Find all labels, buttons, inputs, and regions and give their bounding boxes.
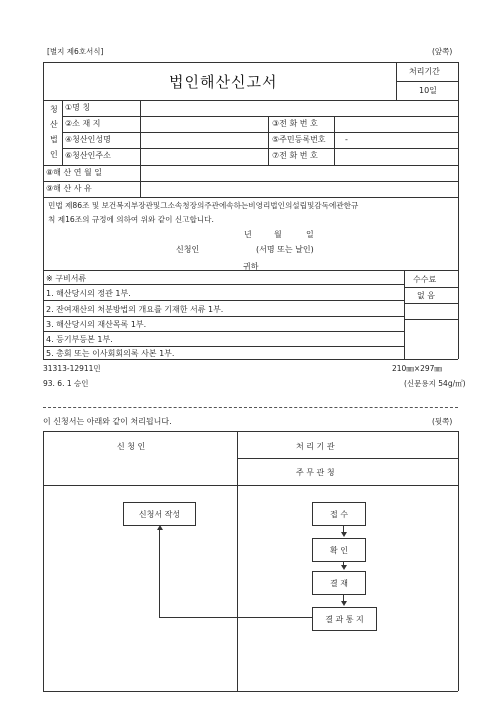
corp-label-2: 산 — [50, 120, 58, 129]
date-day: 일 — [306, 230, 314, 239]
corp-label-3: 법 — [50, 135, 58, 144]
addressee-label: 귀하 — [243, 262, 259, 271]
field-phone-label: ③전 화 번 호 — [272, 119, 318, 128]
declaration-line-2: 칙 제16조의 규정에 의하여 위와 같이 신고합니다. — [48, 215, 214, 224]
field-liquidator-address-label: ⑥청산인주소 — [65, 151, 111, 160]
paper-size: 210㎜×297㎜ — [392, 364, 442, 373]
resident-number-dash: - — [345, 135, 348, 144]
field-dissolution-reason-label: ⑨해 산 사 유 — [46, 184, 92, 193]
processing-period-label: 처리기간 — [409, 67, 440, 76]
flow-connector-1 — [343, 525, 344, 532]
step-write-application — [123, 502, 196, 526]
corp-label-1: 청 — [50, 105, 58, 114]
process-intro: 이 신청서는 아래와 같이 처리됩니다. — [43, 417, 172, 426]
date-month: 월 — [274, 230, 282, 239]
declaration-line-1: 민법 제86조 및 보건복지부장관및그소속청장의주관에속하는비영리법인의설립및감독에관한규 — [48, 201, 359, 210]
flow-connector-3 — [343, 594, 344, 601]
column-processing-agency: 처 리 기 관 — [296, 442, 335, 451]
arrow-down-icon — [341, 565, 347, 570]
field-dissolution-date-label: ⑧해 산 연 월 일 — [46, 168, 102, 177]
corp-label-4: 인 — [50, 150, 58, 159]
form-code: 31313-12911민 — [43, 364, 101, 373]
step-verification — [312, 538, 366, 562]
required-doc-2: 2. 잔여재산의 처분방법의 개요를 기재한 서류 1부. — [46, 305, 224, 314]
date-year: 년 — [244, 230, 252, 239]
approval-date: 93. 6. 1 승인 — [43, 379, 89, 388]
field-liquidator-phone-label: ⑦전 화 번 호 — [272, 151, 318, 160]
step-result-notice-label: 결 과 통 지 — [325, 614, 364, 624]
field-resident-number-label: ⑤주민등록번호 — [272, 135, 326, 144]
cut-line — [43, 407, 458, 408]
required-doc-3: 3. 해산당시의 재산목록 1부. — [46, 320, 147, 329]
arrow-up-icon — [157, 525, 163, 530]
form-number: [별지 제6호서식] — [47, 47, 104, 56]
column-supervising-agency: 주 무 관 청 — [296, 468, 335, 477]
step-approval — [312, 571, 366, 595]
step-receipt-label: 접 수 — [330, 509, 348, 519]
page-side-label: (앞쪽) — [432, 47, 453, 56]
back-side-label: (뒷쪽) — [432, 417, 453, 426]
paper-spec: (신문용지 54g/㎡) — [404, 379, 466, 388]
step-approval-label: 결 재 — [330, 578, 348, 588]
column-applicant: 신 청 인 — [117, 442, 146, 451]
step-result-notice — [312, 607, 377, 631]
step-receipt — [312, 502, 366, 526]
field-liquidator-name-label: ④청산인성명 — [65, 135, 111, 144]
form-title: 법인해산신고서 — [169, 73, 278, 91]
arrow-down-icon — [341, 532, 347, 537]
arrow-down-icon — [341, 601, 347, 606]
field-address-label: ②소 재 지 — [65, 119, 101, 128]
step-write-application-label: 신청서 작성 — [138, 509, 181, 519]
required-docs-title: ※ 구비서류 — [46, 274, 87, 283]
field-name-label: ①명 칭 — [65, 103, 91, 112]
signature-label: (서명 또는 날인) — [256, 245, 314, 254]
required-doc-5: 5. 총회 또는 이사회회의록 사본 1부. — [46, 349, 175, 358]
required-doc-4: 4. 등기부등본 1부. — [46, 335, 113, 344]
applicant-label: 신청인 — [176, 245, 200, 254]
return-connector-horizontal — [159, 617, 312, 618]
fee-label: 수수료 — [413, 275, 437, 284]
processing-period-value: 10일 — [419, 86, 437, 95]
required-doc-1: 1. 해산당시의 정관 1부. — [46, 289, 131, 298]
return-connector-vertical — [159, 530, 160, 617]
fee-value: 없 음 — [417, 291, 435, 300]
step-verification-label: 확 인 — [330, 545, 348, 555]
